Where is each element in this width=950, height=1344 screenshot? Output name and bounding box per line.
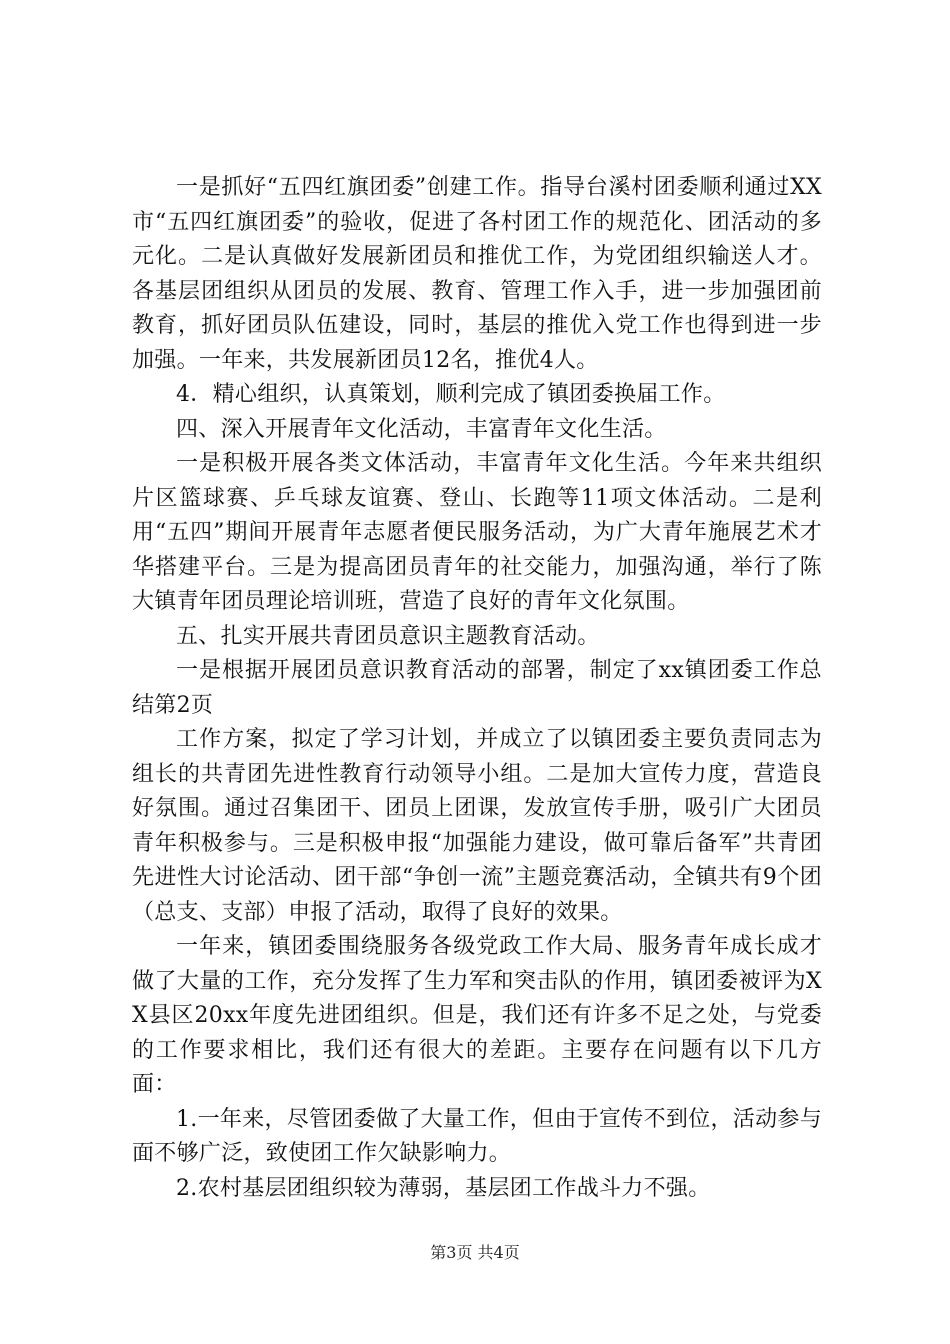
paragraph-4: 一是根据开展团员意识教育活动的部署，制定了xx镇团委工作总结第2页 — [132, 658, 822, 718]
section-heading-4: 四、深入开展青年文化活动，丰富青年文化生活。 — [176, 416, 667, 442]
paragraph-1: 一是抓好“五四红旗团委”创建工作。指导台溪村团委顺利通过XX市“五四红旗团委”的验收，促进了各村团工作的规范化、团活动的多元化。二是认真做好发展新团员和推优工作，为党团组织输送人才。各基层团组织从团员的发展、教育、管理工作入手，进一步加强团前教育，抓好团员队伍建设，同时，基层的推优入党工作也得到进一步加强。一年来，共发展新团员12名，推优4人。 — [132, 175, 822, 373]
page-footer: 第3页 共4页 — [430, 1243, 520, 1262]
problem-item-1: 1.一年来，尽管团委做了大量工作，但由于宣传不到位，活动参与面不够广泛，致使团工作欠缺影响力。 — [132, 1106, 822, 1166]
paragraph-2: 4．精心组织，认真策划，顺利完成了镇团委换届工作。 — [176, 382, 726, 407]
problem-item-2: 2.农村基层团组织较为薄弱，基层团工作战斗力不强。 — [176, 1175, 711, 1201]
section-heading-5: 五、扎实开展共青团员意识主题教育活动。 — [176, 623, 600, 649]
paragraph-6: 一年来，镇团委围绕服务各级党政工作大局、服务青年成长成才做了大量的工作，充分发挥了生力军和突击队的作用，镇团委被评为XX县区20xx年度先进团组织。但是，我们还有许多不足之处，与党委的工作要求相比，我们还有很大的差距。主要存在问题有以下几方面： — [132, 934, 822, 1097]
paragraph-5: 工作方案，拟定了学习计划，并成立了以镇团委主要负责同志为组长的共青团先进性教育行动领导小组。二是加大宣传力度，营造良好氛围。通过召集团干、团员上团课，发放宣传手册，吸引广大团员青年积极参与。三是积极申报“加强能力建设，做可靠后备军”共青团先进性大讨论活动、团干部“争创一流”主题竞赛活动，全镇共有9个团（总支、支部）申报了活动，取得了良好的效果。 — [132, 727, 822, 925]
paragraph-3: 一是积极开展各类文体活动，丰富青年文化生活。今年来共组织片区篮球赛、乒乓球友谊赛、登山、长跑等11项文体活动。二是利用“五四”期间开展青年志愿者便民服务活动，为广大青年施展艺术才华搭建平台。三是为提高团员青年的社交能力，加强沟通，举行了陈大镇青年团员理论培训班，营造了良好的青年文化氛围。 — [132, 451, 822, 614]
document-body — [132, 171, 822, 1206]
